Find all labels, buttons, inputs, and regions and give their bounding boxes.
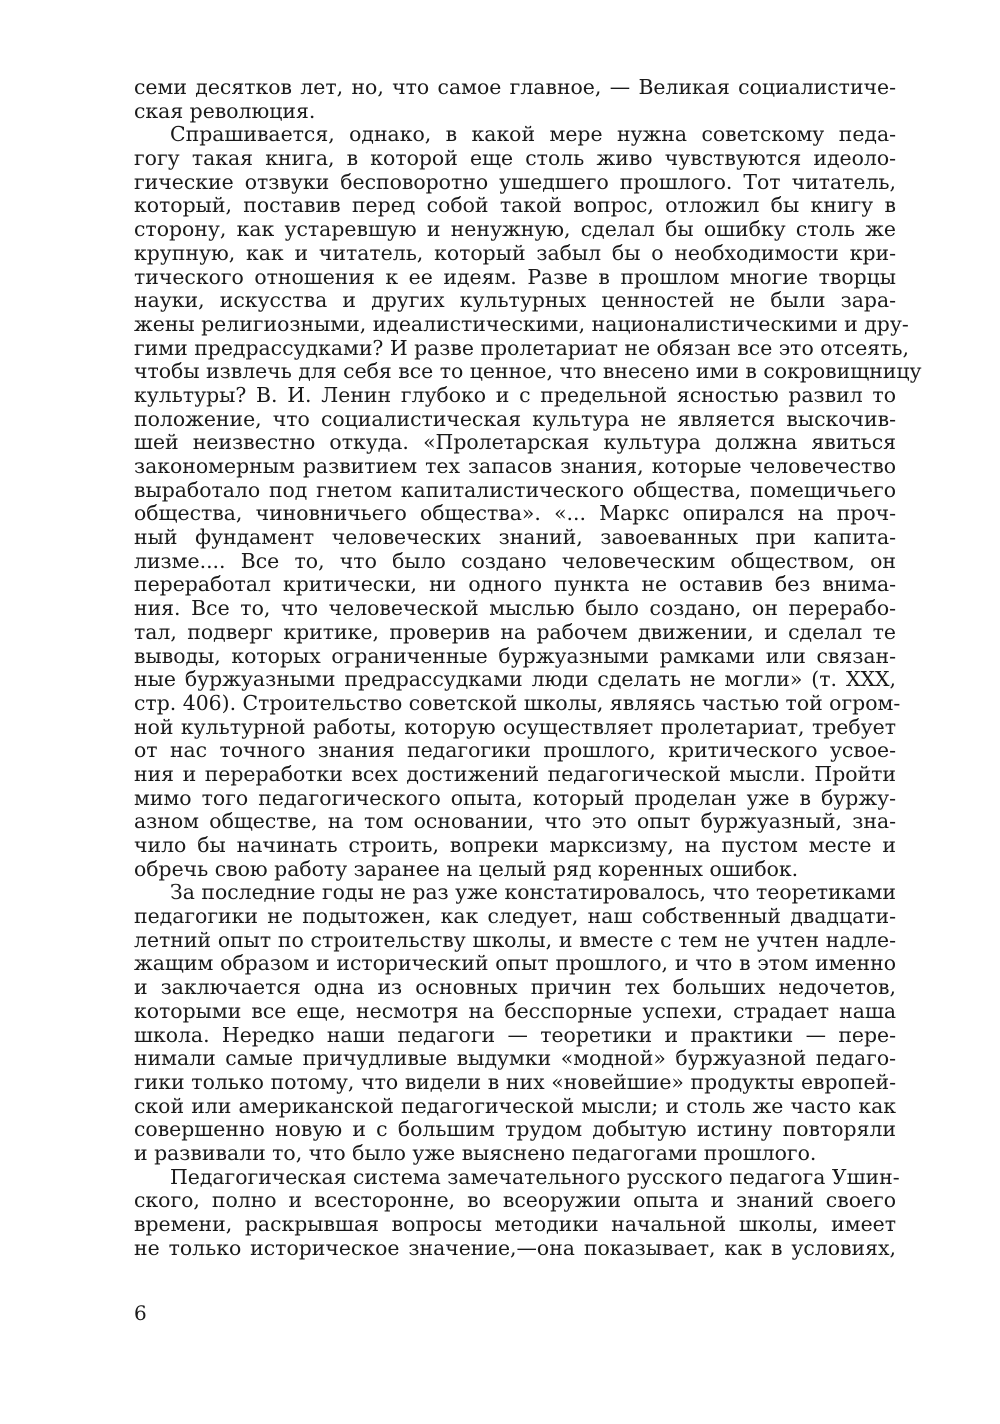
text-line: совершенно новую и с большим трудом добытую истину повторяли <box>134 1117 896 1142</box>
text-line: и развивали то, что было уже выяснено педагогами прошлого. <box>134 1140 817 1165</box>
text-line: тического отношения к ее идеям. Разве в прошлом многие творцы <box>134 264 896 289</box>
text-line: жены религиозными, идеалистическими, националистическими и дру- <box>134 311 909 336</box>
text-line: выработало под гнетом капиталистического общества, помещичьего <box>134 477 896 502</box>
text-line: обречь свою работу заранее на целый ряд коренных ошибок. <box>134 856 799 881</box>
text-line: Спрашивается, однако, в какой мере нужна советскому педа- <box>170 122 896 147</box>
text-line: Педагогическая система замечательного русского педагога Ушин- <box>170 1164 900 1189</box>
text-line: которыми все еще, несмотря на бесспорные успехи, страдает наша <box>134 998 896 1023</box>
text-line: культуры? В. И. Ленин глубоко и с предельной ясностью развил то <box>134 382 896 407</box>
page-body <box>134 75 922 1260</box>
text-line: нимали самые причудливые выдумки «модной» буржуазной педаго- <box>134 1046 896 1071</box>
text-line: науки, искусства и других культурных ценностей не были зара- <box>134 288 896 313</box>
text-line: от нас точного знания педагогики прошлого, критического усвое- <box>134 738 896 763</box>
text-line: чило бы начинать строить, вопреки марксизму, на пустом месте и <box>134 833 896 857</box>
text-line: лизме.... Все то, что было создано человеческим обществом, он <box>134 548 896 573</box>
text-line: ния. Все то, что человеческой мыслью было создано, он перерабо- <box>134 596 896 621</box>
text-line: положение, что социалистическая культура не является выскочив- <box>134 406 896 431</box>
text-line: шей неизвестно откуда. «Пролетарская культура должна явиться <box>134 430 896 455</box>
text-line: гики только потому, что видели в них «новейшие» продукты европей- <box>134 1069 896 1094</box>
text-line: тал, подверг критике, проверив на рабочем движении, и сделал те <box>134 619 896 644</box>
text-line: ская революция. <box>134 98 316 123</box>
page-number: 6 <box>134 1301 147 1325</box>
text-line: За последние годы не раз уже констатировалось, что теоретиками <box>170 880 896 905</box>
text-line: выводы, которых ограниченные буржуазными рамками или связан- <box>134 643 896 668</box>
text-line: крупную, как и читатель, который забыл бы о необходимости кри- <box>134 240 896 265</box>
text-line: ния и переработки всех достижений педагогической мысли. Пройти <box>134 761 896 786</box>
text-line: закономерным развитием тех запасов знания, которые человечество <box>134 454 896 478</box>
text-line: ный фундамент человеческих знаний, завоеванных при капита- <box>134 525 896 550</box>
text-line: гические отзвуки бесповоротно ушедшего прошлого. Тот читатель, <box>134 169 896 194</box>
text-line: школа. Нередко наши педагоги — теоретики и практики — пере- <box>134 1022 896 1047</box>
text-line: чтобы извлечь для себя все то ценное, что внесено ими в сокровищницу <box>134 359 922 384</box>
text-line: гими предрассудками? И разве пролетариат не обязан все это отсеять, <box>134 335 909 360</box>
text-line: летний опыт по строительству школы, и вместе с тем не учтен надле- <box>134 927 896 952</box>
text-line: гогу такая книга, в которой еще столь живо чувствуются идеоло- <box>134 146 896 171</box>
text-line: ной культурной работы, которую осуществляет пролетариат, требует <box>134 714 896 739</box>
text-line: и заключается одна из основных причин тех больших недочетов, <box>134 975 896 1000</box>
text-line: который, поставив перед собой такой вопрос, отложил бы книгу в <box>134 193 896 218</box>
text-line: стр. 406). Строительство советской школы, являясь частью той огром- <box>134 690 901 715</box>
text-line: переработал критически, ни одного пункта не оставив без внима- <box>134 572 896 597</box>
text-line: ные буржуазными предрассудками люди сделать не могли» (т. XXX, <box>134 667 896 692</box>
text-line: общества, чиновничьего общества». «... Маркс опирался на проч- <box>134 501 896 526</box>
text-line: ской или американской педагогической мысли; и столь же часто как <box>134 1093 896 1118</box>
text-line: сторону, как устаревшую и ненужную, сделал бы ошибку столь же <box>134 217 896 242</box>
text-line: ского, полно и всесторонне, во всеоружии опыта и знаний своего <box>134 1188 896 1213</box>
text-line: семи десятков лет, но, что самое главное, — Великая социалистиче- <box>134 75 896 99</box>
text-line: мимо того педагогического опыта, который проделан уже в буржу- <box>134 785 896 810</box>
text-line: времени, раскрывшая вопросы методики начальной школы, имеет <box>134 1212 896 1236</box>
text-line: не только историческое значение,—она показывает, как в условиях, <box>134 1235 896 1260</box>
text-line: жащим образом и исторический опыт прошлого, и что в этом именно <box>134 951 896 976</box>
text-line: азном обществе, на том основании, что это опыт буржуазный, зна- <box>134 809 896 834</box>
text-line: педагогики не подытожен, как следует, наш собственный двадцати- <box>134 904 896 929</box>
